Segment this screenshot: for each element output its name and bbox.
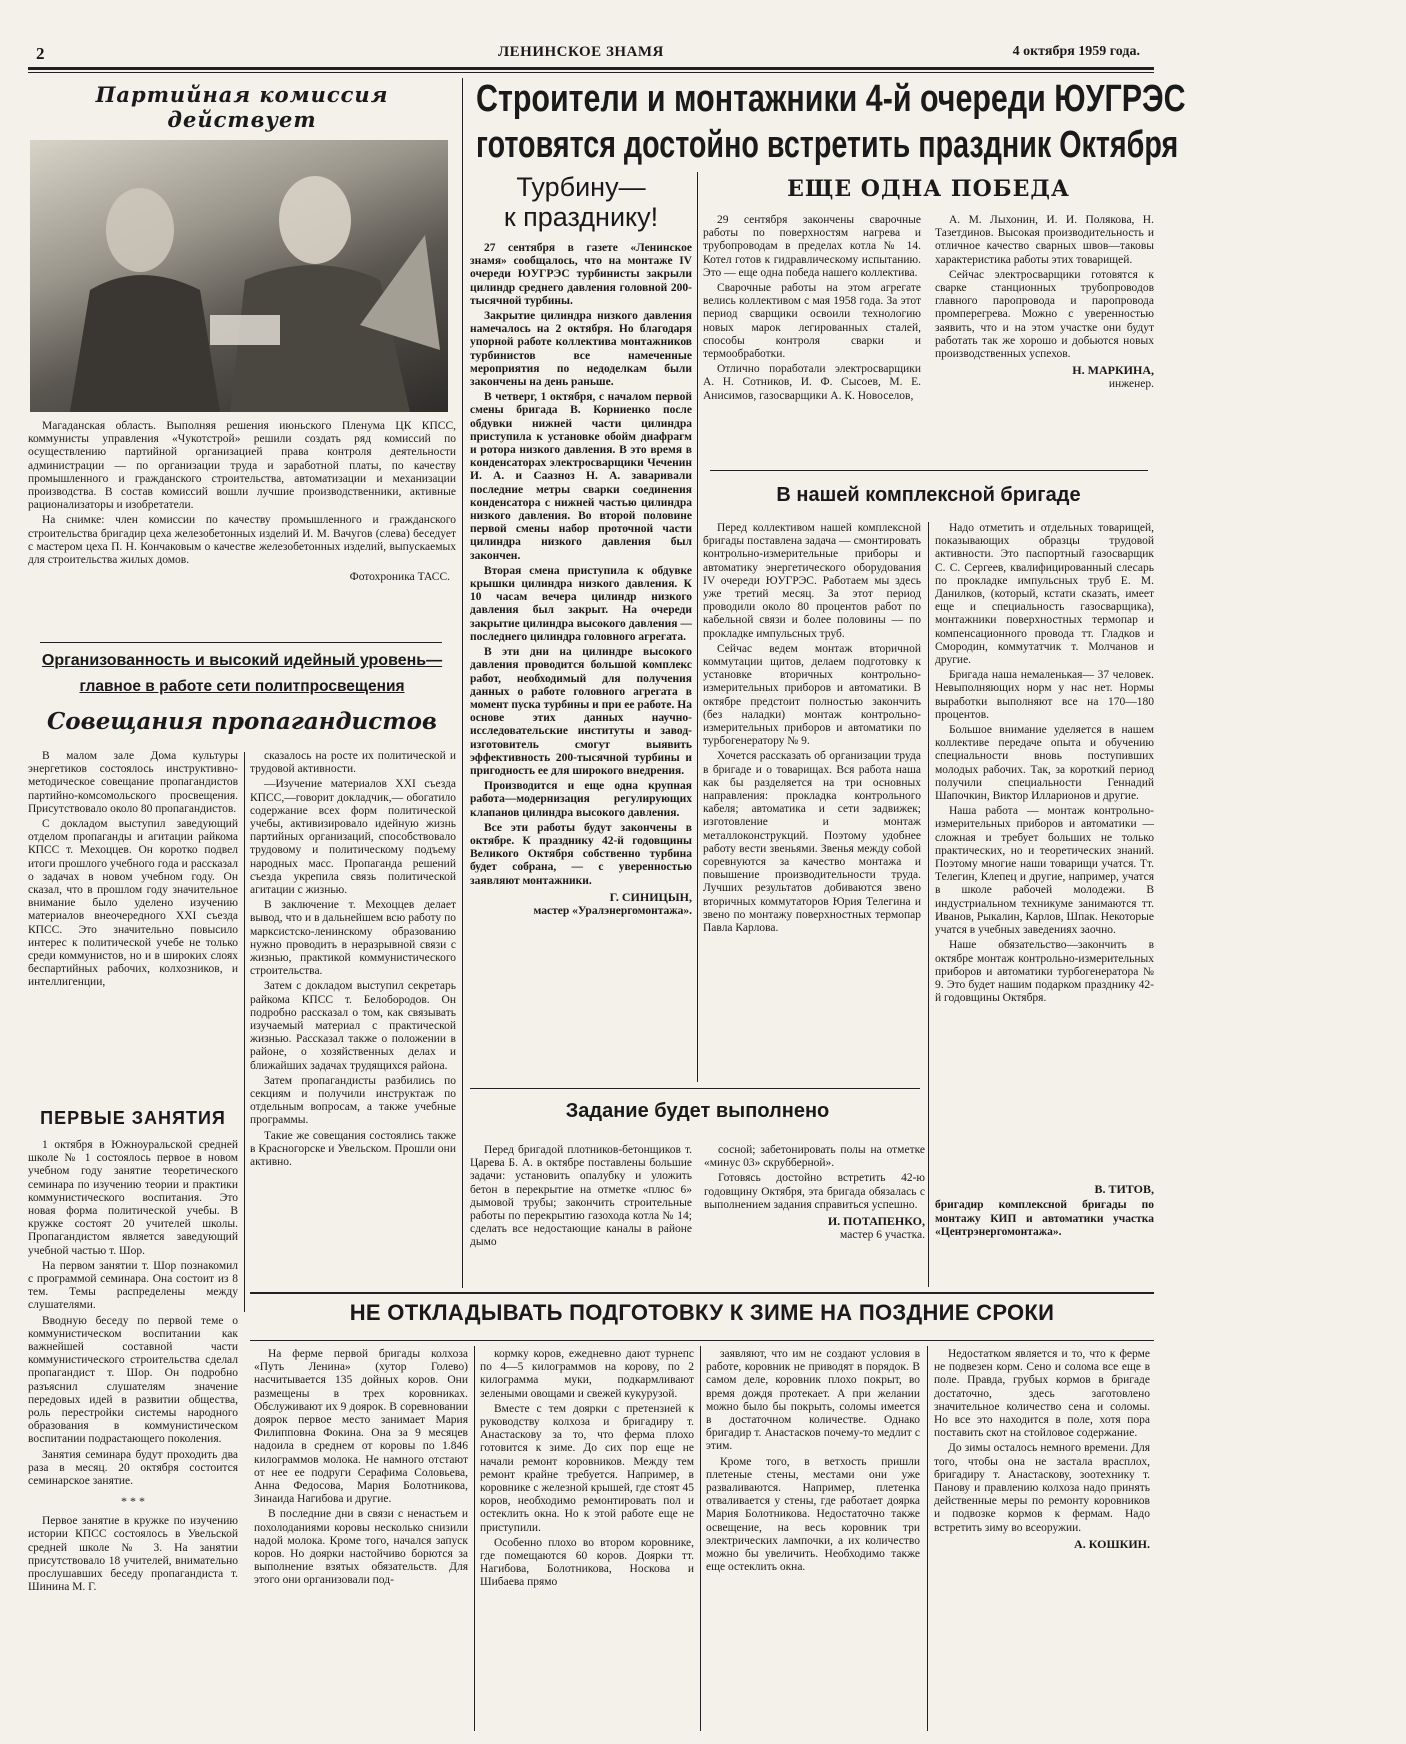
main-col-rule (462, 78, 463, 1288)
masthead (28, 40, 1154, 64)
photo-caption-detail: На снимке: член комиссии по качеству промышленного и гражданского строительства бригадир цеха железобетонных изделий И. М. Вачугов (слева) беседует с мастером цеха П. Н. Кончаковым о качестве железобетонных изделий, выпускаемых для строительства жилых домов. (28, 514, 456, 567)
first-lessons-p4: Занятия семинара будут проходить два раза в месяц. 20 октября состоится семинарское занятие. (28, 1448, 238, 1488)
winter-title: НЕ ОТКЛАДЫВАТЬ ПОДГОТОВКУ К ЗИМЕ НА ПОЗДНИЕ СРОКИ (349, 1300, 1055, 1325)
winter-col-rule-2 (700, 1346, 701, 1731)
first-lessons-p5: Первое занятие в кружке по изучению истории КПСС состоялось в Увельской средней школе № 3. На занятии присутствовало 18 учителей, внимательно прослушавших беседу пропагандиста т. Шинина М. Г. (28, 1515, 238, 1594)
victory-article: ЕЩЕ ОДНА ПОБЕДА 29 сентября закончены сварочные работы по поверхностям нагрева и трубопроводам в пределах котла № 14. Котел готов к гидравлическому испытанию. Это — еще одна победа нашего коллектива. Сварочные работы на этом агрегате велись коллективом с мая 1958 года. За этот период сварщики освоили технологию новых марок легированных сталей, способы контроля сварки и термообработки. Отлично поработали электросварщики А. Н. Сотников, И. Ф. Сысоев, М. Е. Анисимов, газосварщики А. К. Новоселов, А. М. Лыхонин, И. И. Полякова, Н. Тазетдинов. Высокая производительность и отличное качество сварных швов—таковы характеристика работы этих товарищей. Сейчас электросварщики готовятся к сварке станционных трубопроводов главного паропровода и паропровода промперегрева. Можно с уверенностью заявить, что и на этом участке они будут работать так же хорошо и добьются новых производственных успехов. Н. МАРКИНА, инженер. (703, 176, 1154, 402)
party-commission-title: Партийная комиссия действует (95, 82, 389, 132)
masthead-rule (28, 67, 1154, 70)
newspaper-name: ЛЕНИНСКОЕ ЗНАМЯ (498, 44, 664, 60)
winter-top-rule (250, 1292, 1154, 1294)
first-lessons-section (28, 1100, 238, 1730)
task-signature-role: мастер 6 участка. (840, 1229, 925, 1242)
victory-signature-role: инженер. (1108, 378, 1154, 391)
propagandists-kicker-2: главное в работе сети политпросвещения (79, 678, 405, 695)
first-lessons-p2: На первом занятии т. Шор познакомил с программой семинара. Она состоит из 8 тем. Темы распределены между слушателями. (28, 1259, 238, 1312)
party-commission-section (28, 80, 456, 640)
turbine-col-rule (697, 172, 698, 1082)
first-lessons-p1: 1 октября в Южноуральской средней школе № 1 состоялось первое в новом учебном году занятие теоретического семинара по изучению теории и практики коммунистического воспитания. Это новая форма политической учебы. В кружке состоят 20 учителей школы. Пропагандистом является заведующий учебной частью т. Шор. (28, 1139, 238, 1257)
task-article: Задание будет выполнено Перед бригадой плотников-бетонщиков т. Царева Б. А. в октябре поставлены большие задачи: установить опалубку и уложить бетон в перекрытие на отметке «плюс 6» дымовой трубы; закончить строительные работы по перекрытию газохода котла № 14; сделать все недостающие каналы в районе дымо сосной; забетонировать полы на отметке «минус 03» скрубберной». Готовясь достойно встретить 42-ю годовщину Октября, эта бригада обязалась с выполнением задания справиться успешно. И. ПОТАПЕНКО, мастер 6 участка. (470, 1100, 925, 1249)
brigade-article: В нашей комплексной бригаде Перед коллективом нашей комплексной бригады поставлена задача — смонтировать контрольно-измерительные приборы и автоматику энергетического оборудования IV очереди ЮУГРЭС. Работаем мы здесь уже третий месяц. За этот период проводили около 80 процентов работ по кабельной связи и более половины — по прокладке импульсных труб. Сейчас ведем монтаж вторичной коммутации щитов, делаем подготовку к установке вторичных контрольно-измерительных приборов и автоматики. В октябре предстоит полностью закончить (без наладки) монтаж контрольно-измерительных приборов и автоматики по турбогенератору № 9. Хочется рассказать об организации труда в бригаде и о товарищах. Вся работа наша как бы разделяется на три основных направления: прокладка контрольного кабеля; автоматика и сети задвижек; изготовление и монтаж металлоконструкций. Поэтому удобнее работу вести звеньями. Звенья между собой соревнуются за качество монтажа и повышение производительности труда. Лучших результатов добиваются звено вторичных коммутаторов Юрия Телегина и звено по монтажу поверхностных термопар Павла Карлова. Надо отметить и отдельных товарищей, показывающих образцы трудовой активности. Это паспортный газосварщик С. С. Сергеев, квалифицированный слесарь по прокладке импульсных труб Е. М. Данилков, (который, кстати сказать, имеет еще и специальность газосварщика), монтажники поверхностных термопар и компенсационного провода тт. Гладков и Смородин, коммутатчик т. Молчанов и другие. Бригада наша немаленькая— 37 человек. Невыполняющих норм у нас нет. Нормы выработки выполняют все на 170—180 процентов. Большое внимание уделяется в нашем коллективе передаче опыта и обучению специальности вновь поступивших молодых рабочих. Так, за короткий период получили специальности Геннадий Шапочкин, Виктор Илларионов и другие. Наша работа — монтаж контрольно-измерительных приборов и автоматики — сложная и требует больших не только практических, но и теоретических знаний. Поэтому многие наши товарищи учатся. Тт. Телегин, Клепец и другие, например, учатся в школе рабочей молодежи. В индустриальном техникуме занимаются тт. Иванов, Рыкалин, Карлов, Шпак. Некоторые учатся в учебных заведениях заочно. Наше обязательство—закончить в октябре монтаж контрольно-измерительных приборов и автоматики турбогенератора № 9. Это будет нашим подарком празднику 42-й годовщины Октября. (703, 484, 1154, 1005)
propagandists-col-1: В малом зале Дома культуры энергетиков состоялось инструктивно-методическое совещание пропагандистов партийно-комсомольского просвещения. Присутствовало около 80 пропагандистов. С докладом выступил заведующий отделом пропаганды и агитации райкома КПСС т. Мехоццев. Он коротко подвел итоги прошлого учебного года и рассказал о задачах в новом учебном году. Он сказал, что в прошлом году значительное внимание было уделено изучению материалов внеочередного XXI съезда КПСС. Это значительно повысило интерес к политической учебе не только среди коммунистов, но и в широких слоях беспартийных рабочих, колхозников, и интеллигенции, (28, 750, 238, 989)
separator-left (40, 642, 442, 643)
victory-title: ЕЩЕ ОДНА ПОБЕДА (787, 176, 1070, 202)
brigade-signature-block (935, 1180, 1154, 1286)
winter-title-rule (250, 1340, 1154, 1341)
banner-line-1: Строители и монтажники 4-й очереди ЮУГРЭС (476, 78, 1186, 120)
propagandists-col-2: сказалось на росте их политической и трудовой активности. —Изучение материалов XXI съезда КПСС,—говорит докладчик,— обогатило содержание всех форм политической учебы, активизировало идейную жизнь партийных организаций, способствовало трудовому и политическому подъему народных масс. Пропаганда решений съезда укрепила связь политической агитации с жизнью. В заключение т. Мехоццев делает вывод, что и в дальнейшем всю работу по марксистско-ленинскому образованию нужно проводить в неразрывной связи с жизнью, практикой коммунистического строительства. Затем с докладом выступил секретарь райкома КПСС т. Белобородов. Он подробно рассказал о том, как связывать изучаемый материал с практической жизнью. Рассказал также о положении в районе, о хозяйственных делах и ближайших задачах трудящихся района. Затем пропагандисты разбились по секциям и получили инструктаж по отдельным вопросам, а также учебные программы. Такие же совещания состоялись также в Красногорске и Увельском. Прошли они активно. (250, 750, 456, 1169)
brigade-signature-role: бригадир комплексной бригады по монтажу КИП и автоматики участка «Центрэнергомонтажа». (935, 1199, 1154, 1238)
page-number: 2 (36, 44, 45, 63)
task-top-rule (470, 1088, 920, 1089)
turbine-signature-role: мастер «Уралэнергомонтажа». (533, 904, 692, 917)
task-title: Задание будет выполнено (565, 1100, 830, 1122)
task-signature: И. ПОТАПЕНКО, (827, 1214, 925, 1229)
winter-signature: А. КОШКИН. (1074, 1536, 1150, 1551)
brigade-title: В нашей комплексной бригаде (776, 484, 1081, 506)
winter-col-rule-3 (927, 1346, 928, 1731)
turbine-article: Турбину— к празднику! 27 сентября в газете «Ленинское знамя» сообщалось, что на монтаже IV очереди ЮУГРЭС турбинисты закрыли цилиндр среднего давления головной 200-тысячной турбины. Закрытие цилиндра низкого давления намечалось на 2 октября. Но благодаря упорной работе коллектива монтажников турбинистов все намеченные мероприятия по недоделкам были закончены на день раньше. В четверг, 1 октября, с началом первой смены бригада В. Корниенко после обдувки нижней части цилиндра приступила к установке обойм диафрагм и ротора низкого давления. В это время в конденсаторах электросварщики Чеченин И. А. и Саазноз Н. А. заваривали последние метры сварки соединения конденсатора с нижней частью цилиндра низкого давления. Во второй половине первой смены набор проточной части цилиндра низкого давления был закончен. Вторая смена приступила к обдувке крышки цилиндра низкого давления. К 10 часам вечера цилиндр низкого давления был закрыт. На очереди закрытие цилиндра высокого давления — последнего цилиндра головного агрегата. В эти дни на цилиндре высокого давления проводится большой комплекс работ, необходимый для получения данных о работе головного агрегата в момент пуска турбины и при ее работе. На основе этих данных научно-исследовательские институты и завод-изготовитель смогут выявить эффективность 200-тысячной турбины и пригодность ее для широкого внедрения. Производится и еще одна крупная работа—модернизация регулирующих клапанов цилиндра высокого давления. Все эти работы будут закончены в октябре. К празднику 42-й годовщины Великого Октября собственно турбина будет собрана, — с уверенностью заявляют монтажники. Г. СИНИЦЫН, мастер «Уралэнергомонтажа». (470, 172, 692, 917)
propagandists-col-rule (244, 752, 245, 1312)
photo-caption-text: Магаданская область. Выполняя решения июньского Пленума ЦК КПСС, коммунисты управления «Чукотстрой» решили создать ряд комиссий по осуществлению партийной организацией права контроля деятельности администрации — по организации труда и заработной платы, по качеству промышленного и гражданского строительства, автоматизации и механизации производства. В состав комиссий вошли лучшие производственники, активные рационализаторы и изобретатели. (28, 420, 456, 512)
first-lessons-divider: * * * (121, 1494, 145, 1509)
turbine-signature: Г. СИНИЦЫН, (609, 889, 692, 904)
brigade-col-rule (928, 522, 929, 1287)
photo-credit: Фотохроника ТАСС. (349, 571, 450, 584)
banner-headline (470, 78, 1186, 170)
winter-col-rule-1 (474, 1346, 475, 1731)
news-photo (30, 140, 448, 412)
winter-article: НЕ ОТКЛАДЫВАТЬ ПОДГОТОВКУ К ЗИМЕ НА ПОЗДНИЕ СРОКИ На ферме первой бригады колхоза «Путь Ленина» (хутор Голево) насчитывается 135 дойных коров. Они размещены в трех коровниках. Обслуживают их 9 доярок. В соревновании доярок первое место занимает Мария Филипповна Фокина. Она за 9 месяцев надоила в среднем от коровы по 1.846 килограммов молока. Не намного отстают от нее ее подруги Серафима Соловьева, Анна Федосова, Мария Болотникова, Зинаида Нагибова и другие. В последние дни в связи с ненастьем и похолоданиями коровы несколько снизили надой молока. Кроме того, начался запуск коров. Но доярки настойчиво борются за выполнение взятых обязательств. Для этого они организовали под- кормку коров, ежедневно дают турнепс по 4—5 килограммов на корову, по 2 килограмма муки, подкармливают зелеными овощами и свежей кукурузой. Вместе с тем доярки с претензией к руководству колхоза и бригадиру т. Анастаскову за то, что ферма плохо готовится к зиме. До сих пор еще не начали ремонт коровников. Между тем ремонт крайне требуется. Например, в коровнике с железной крышей, где стоят 45 коров, необходимо ремонтировать пол и остеклить окна. Но к этой работе еще не приступили. Особенно плохо во втором коровнике, где помещаются 60 коров. Доярки тт. Нагибова, Болотникова, Носкова и Шибаева прямо заявляют, что им не создают условия в работе, коровник не приводят в порядок. В самом деле, коровник плохо покрыт, во время дождя протекает. А при желании можно было бы покрыть, соломы имеется в достаточном количестве. Однако бригадир т. Анастасков почему-то медлит с этим. Кроме того, в ветхость пришли плетеные стены, местами они уже разваливаются. Например, плетенка отваливается у стены, где работает доярка Мария Болотникова. Недостаточно также освещение, на весь коровник три электрических лампочки, а их количество можно бы увеличить. Необходимо также еще остеклить окна. Недостатком является и то, что к ферме не подвезен корм. Сено и солома все еще в поле. Правда, грубых кормов в бригаде достаточно, здесь заготовлено значительное количество сена и соломы. Но все это находится в поле, хотя пора поставить скот на стойловое содержание. До зимы осталось немного времени. Для того, чтобы она не застала врасплох, бригадиру т. Анастаскову, зоотехнику т. Панову и правлению колхоза надо принять действенные меры по ремонту коровников и подвозке кормов к фермам. Надо встретить зиму во всеоружии. А. КОШКИН. (250, 1296, 1154, 1736)
banner-line-2: готовятся достойно встретить праздник Октября (476, 124, 1179, 166)
brigade-signature: В. ТИТОВ, (1094, 1182, 1154, 1196)
masthead-rule-thin (28, 72, 1154, 73)
issue-date: 4 октября 1959 года. (1012, 44, 1140, 59)
propagandists-kicker-1: Организованность и высокий идейный уровень— (41, 652, 443, 669)
turbine-title-2: к празднику! (503, 202, 659, 232)
propagandists-title: Совещания пропагандистов (46, 708, 438, 735)
photo-sketch (30, 140, 448, 412)
first-lessons-title: ПЕРВЫЕ ЗАНЯТИЯ (40, 1108, 226, 1128)
turbine-title-1: Турбину— (516, 172, 646, 202)
first-lessons-p3: Вводную беседу по первой теме о коммунистическом воспитании как важнейшей составной части коммунистического строительства сделал пропагандист т. Шор. Он подробно разъяснил слушателям значение передовых идей в развитии общества, роль перестройки системы народного образования в коммунистическом воспитании подрастающего поколения. (28, 1314, 238, 1446)
victory-bottom-rule (710, 470, 1148, 471)
victory-signature: Н. МАРКИНА, (1072, 363, 1154, 378)
